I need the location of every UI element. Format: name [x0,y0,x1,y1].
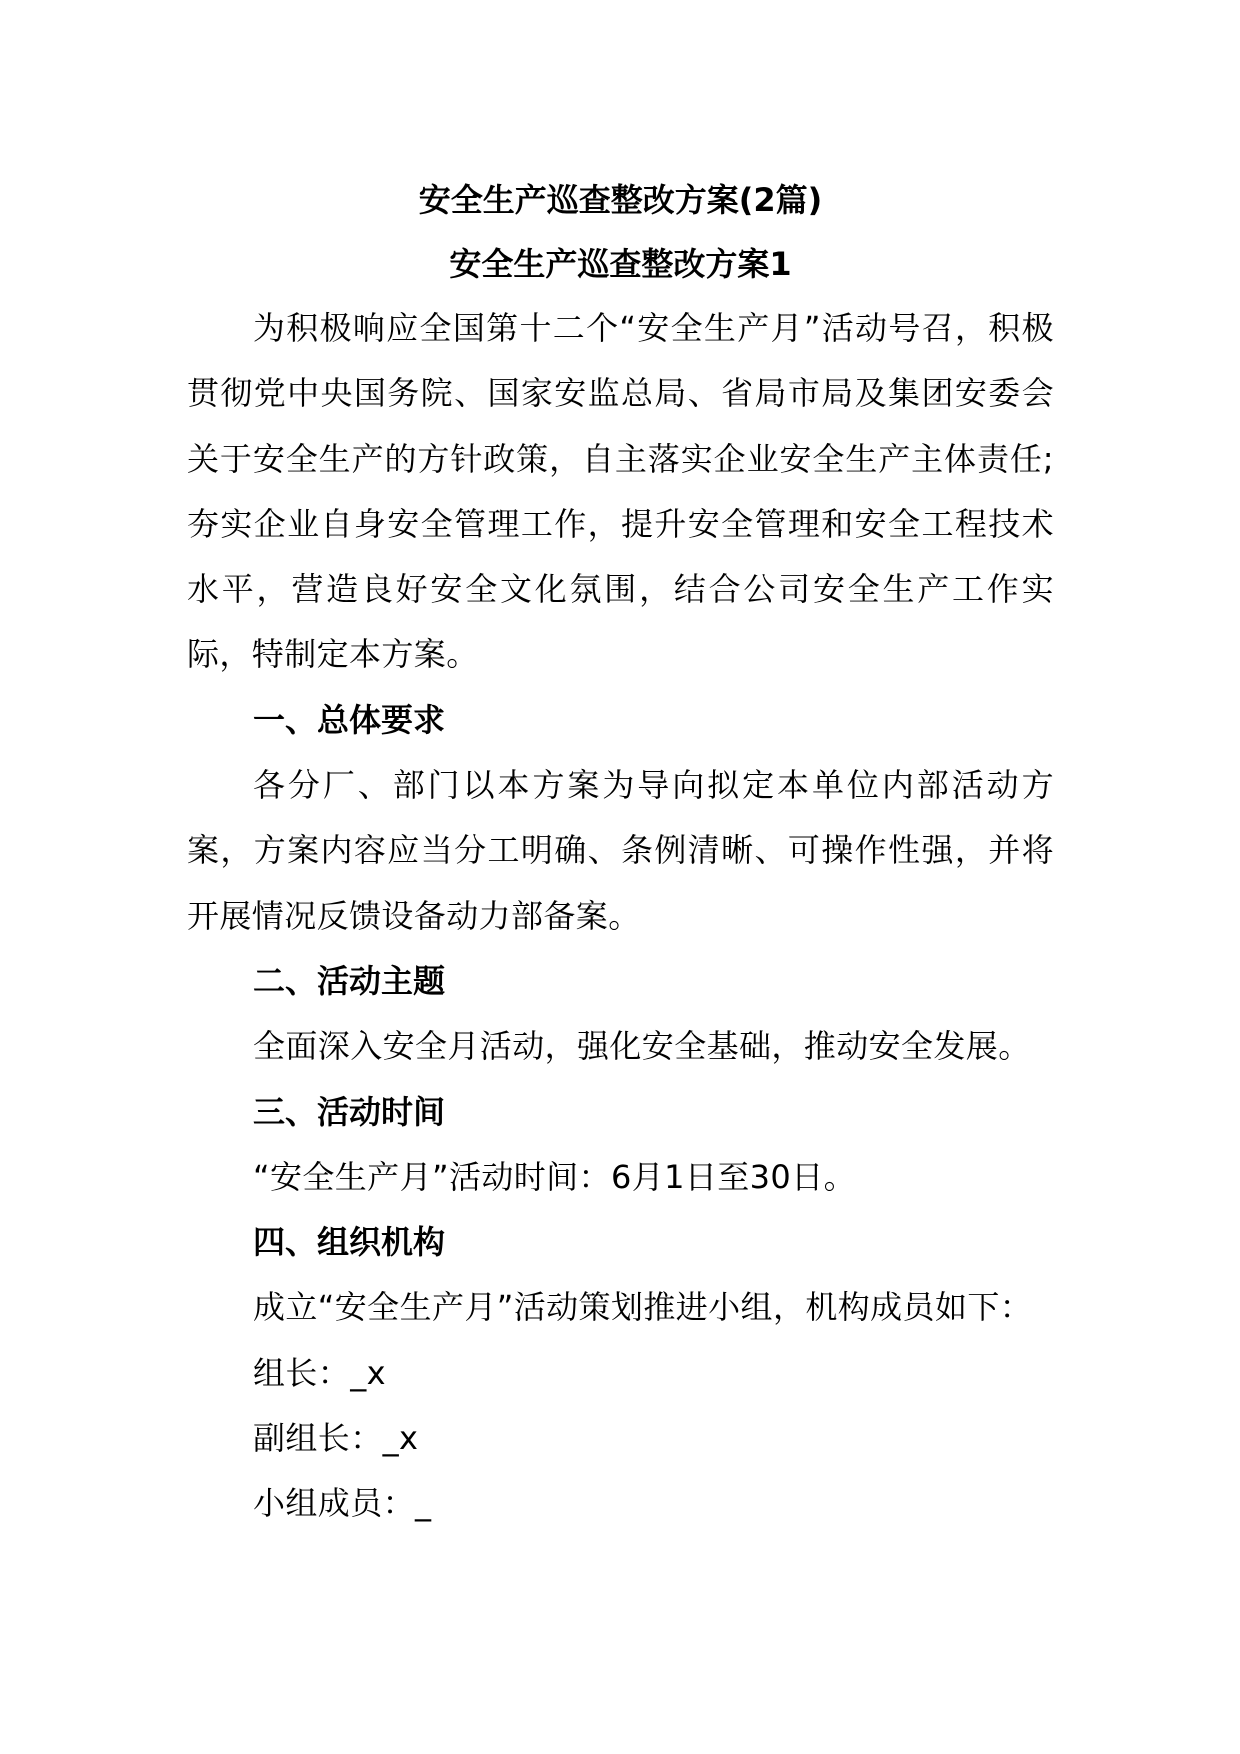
leader-line: 组长：_x [253,1353,386,1392]
document-content [187,168,1054,1537]
section-heading-activity-time: 三、活动时间 [253,1092,446,1131]
intro-paragraph: 为积极响应全国第十二个“安全生产月”活动号召，积极贯彻党中央国务院、国家安监总局、省局市局及集团安委会关于安全生产的方针政策，自主落实企业安全生产主体责任;夯实企业自身安全管理工作，提升安全管理和安全工程技术水平，营造良好安全文化氛围，结合公司安全生产工作实际，特制定本方案。 [187,309,1054,674]
section-heading-organization: 四、组织机构 [253,1223,446,1262]
section-body-activity-theme: 全面深入安全月活动，强化安全基础，推动安全发展。 [253,1027,1031,1066]
members-line: 小组成员：_ [253,1484,432,1523]
section-body-activity-time: “安全生产月”活动时间：6月1日至30日。 [253,1157,856,1196]
section-heading-general-requirements: 一、总体要求 [253,700,446,739]
section-body-organization: 成立“安全生产月”活动策划推进小组，机构成员如下： [253,1288,1033,1327]
section-heading-activity-theme: 二、活动主题 [253,961,446,1000]
section-body-general-requirements: 各分厂、部门以本方案为导向拟定本单位内部活动方案，方案内容应当分工明确、条例清晰、可操作性强，并将开展情况反馈设备动力部备案。 [187,766,1054,935]
document-subtitle: 安全生产巡查整改方案1 [449,245,792,283]
document-title: 安全生产巡查整改方案(2篇) [418,181,823,219]
deputy-leader-line: 副组长：_x [253,1419,419,1458]
